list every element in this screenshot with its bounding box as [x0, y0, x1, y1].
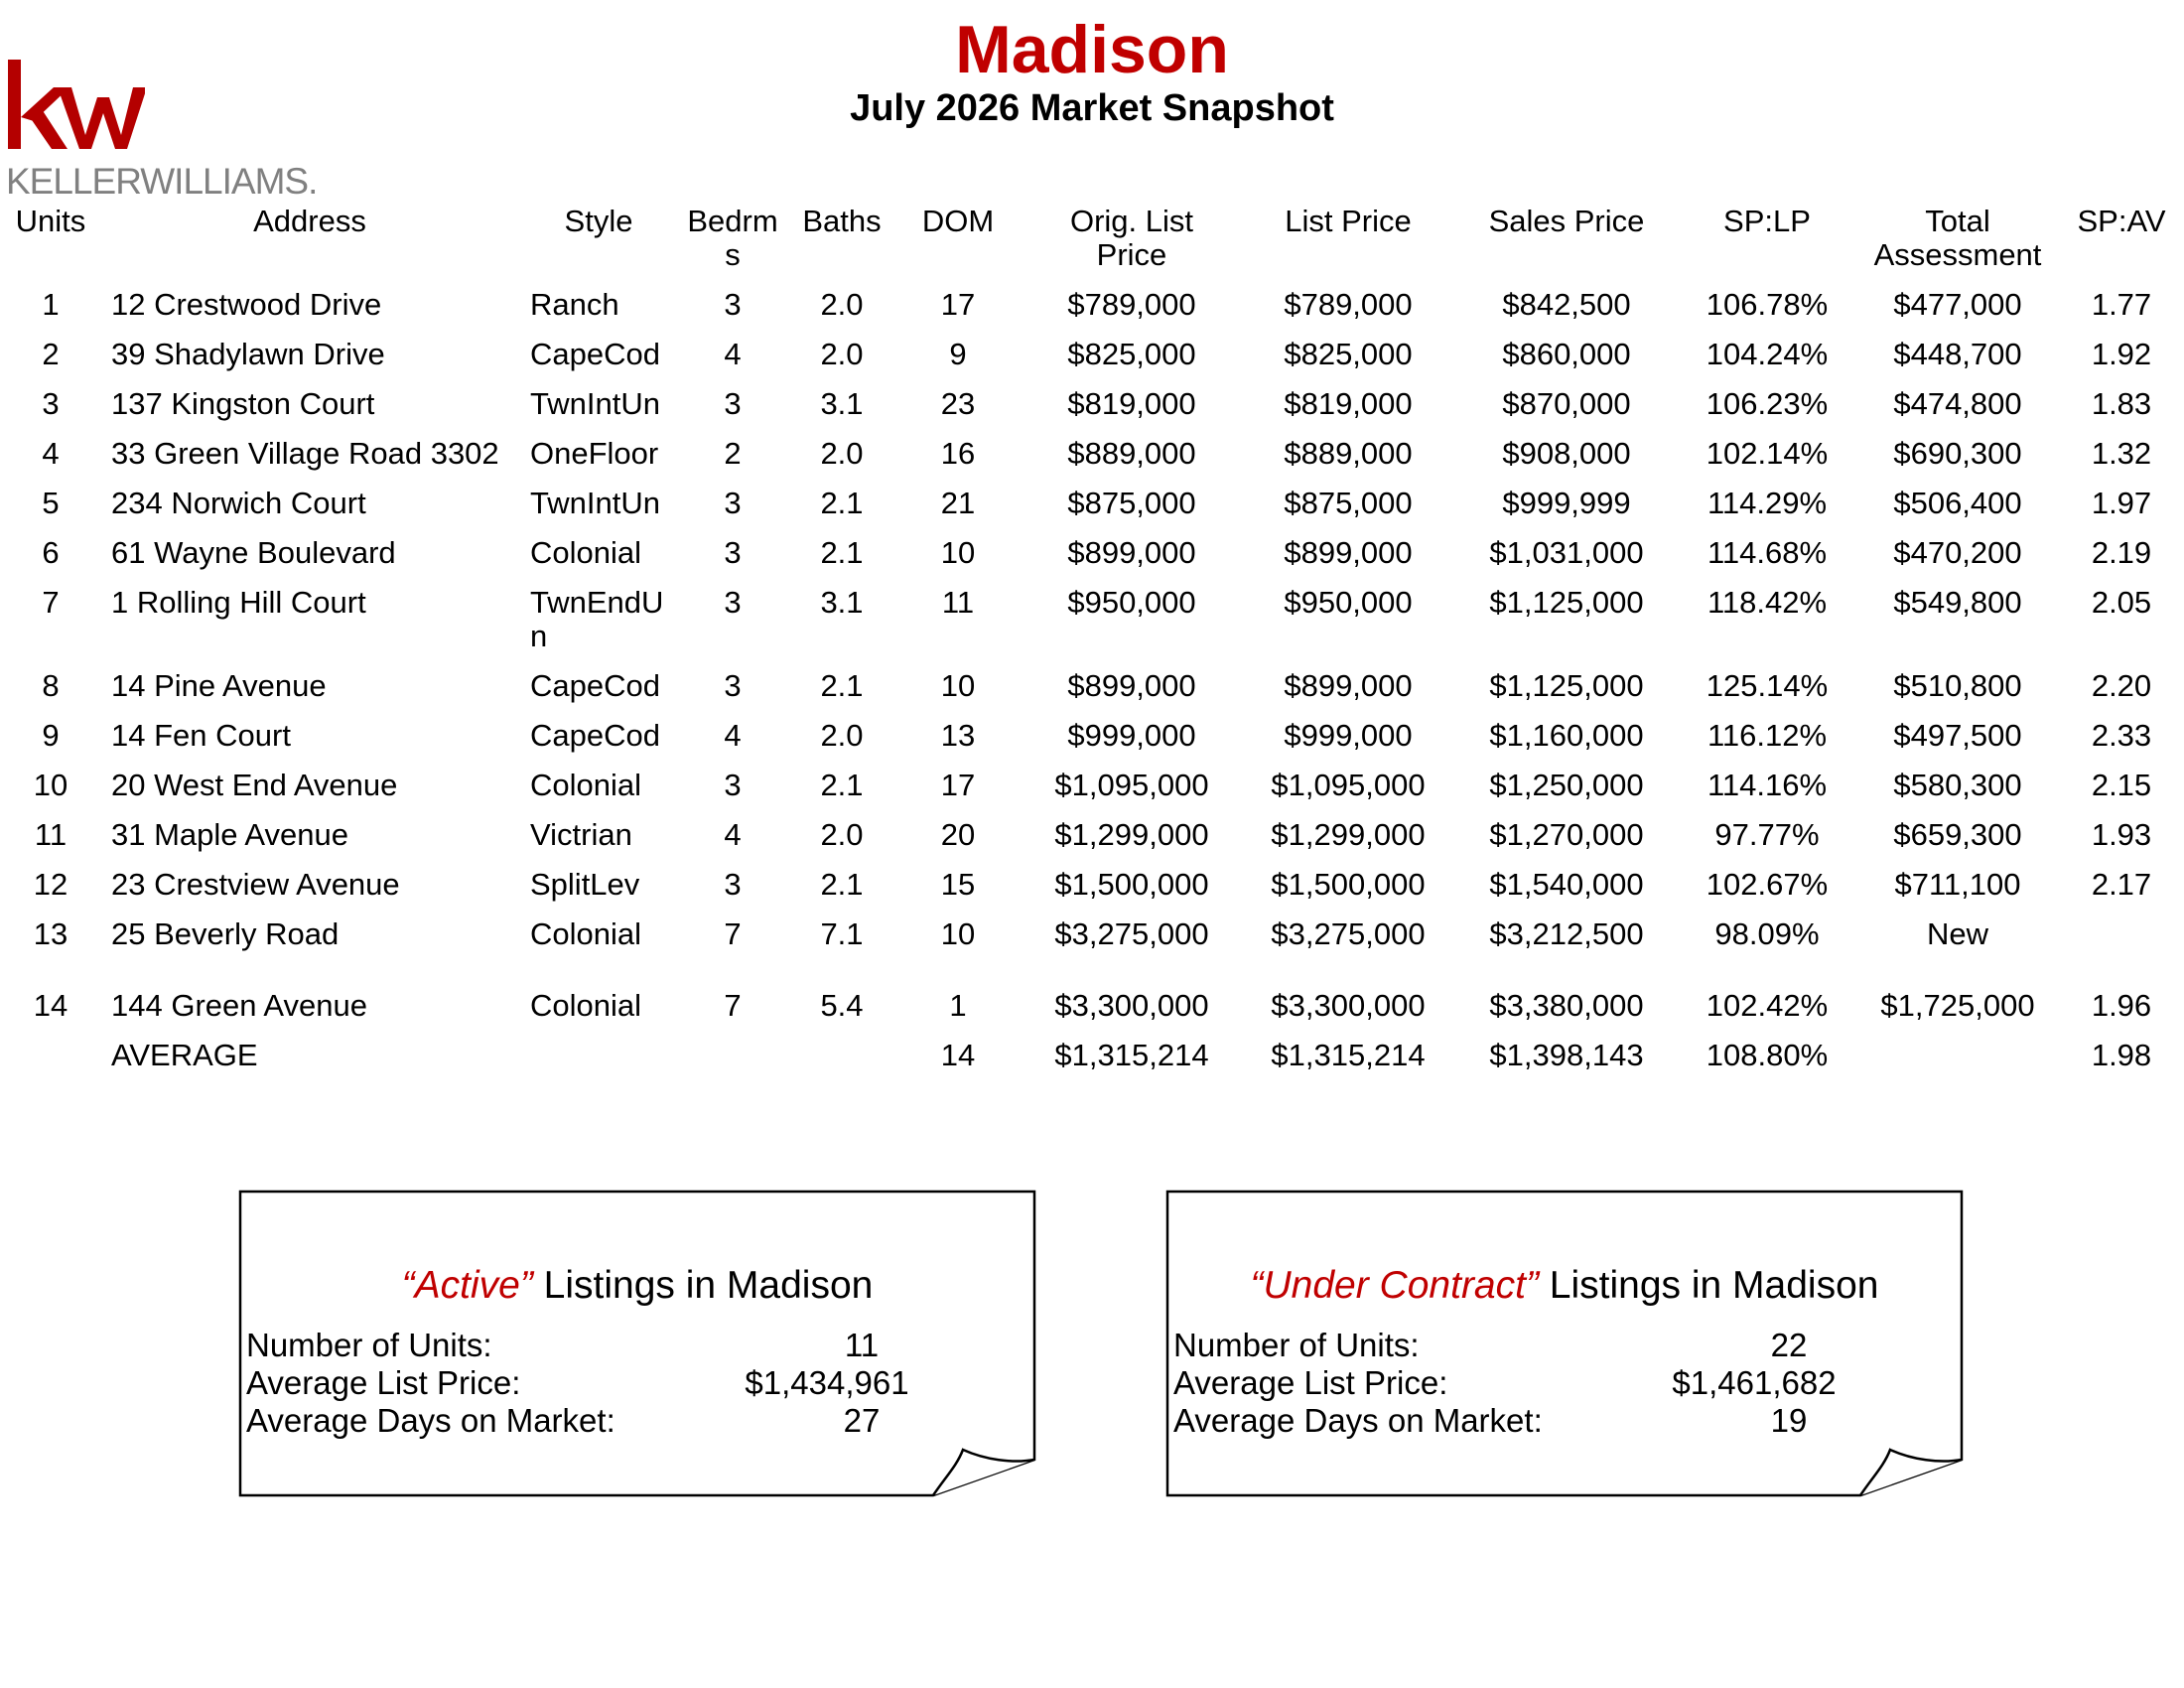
- cell-baths: 2.0: [820, 817, 864, 852]
- table-header-row: [0, 204, 2184, 272]
- cell-list-price: $999,000: [1284, 718, 1413, 753]
- under-contract-dom-label: Average Days on Market:: [1173, 1402, 1543, 1439]
- cell-list-price: $889,000: [1284, 436, 1413, 471]
- active-units-label: Number of Units:: [246, 1327, 492, 1363]
- under-contract-units-value: 22: [1770, 1327, 1808, 1363]
- cell-units: 13: [33, 916, 68, 951]
- average-sales-price: $1,398,143: [1489, 1038, 1644, 1072]
- cell-dom: 15: [940, 867, 976, 902]
- cell-total-assessment: $474,800: [1893, 386, 2022, 421]
- cell-sp-av: 1.77: [2091, 287, 2152, 322]
- header-orig-list-price: Orig. List Price: [1069, 204, 1194, 272]
- cell-list-price: $3,300,000: [1271, 988, 1426, 1023]
- cell-orig-list-price: $899,000: [1067, 668, 1196, 703]
- cell-sales-price: $1,031,000: [1489, 535, 1644, 570]
- cell-sales-price: $842,500: [1502, 287, 1631, 322]
- cell-orig-list-price: $950,000: [1067, 585, 1196, 620]
- cell-baths: 2.1: [820, 535, 864, 570]
- cell-units: 3: [42, 386, 60, 421]
- cell-baths: 2.0: [820, 436, 864, 471]
- cell-dom: 23: [940, 386, 976, 421]
- cell-units: 12: [33, 867, 68, 902]
- cell-orig-list-price: $825,000: [1067, 337, 1196, 371]
- cell-style: CapeCod: [530, 718, 660, 753]
- table-row: [0, 487, 2184, 536]
- cell-orig-list-price: $1,095,000: [1054, 768, 1209, 802]
- table-row: [0, 437, 2184, 487]
- table-row: [0, 585, 2184, 653]
- cell-list-price: $3,275,000: [1271, 916, 1426, 951]
- cell-bedrooms: 3: [724, 668, 742, 703]
- under-contract-price-value: $1,461,682: [1672, 1364, 1837, 1401]
- header-style: Style: [564, 204, 633, 238]
- cell-dom: 10: [940, 916, 976, 951]
- cell-address: 144 Green Avenue: [111, 988, 367, 1023]
- active-box-title: “Active” Listings in Madison: [401, 1264, 874, 1307]
- cell-baths: 2.1: [820, 867, 864, 902]
- cell-sp-lp: 97.77%: [1714, 817, 1820, 852]
- cell-list-price: $789,000: [1284, 287, 1413, 322]
- header-dom: DOM: [921, 204, 995, 238]
- cell-dom: 1: [949, 988, 967, 1023]
- cell-units: 2: [42, 337, 60, 371]
- cell-sp-av: 2.05: [2091, 585, 2152, 620]
- cell-style: TwnEndUn: [530, 585, 664, 653]
- cell-address: 25 Beverly Road: [111, 916, 340, 951]
- cell-bedrooms: 3: [724, 768, 742, 802]
- cell-style: SplitLev: [530, 867, 640, 902]
- cell-bedrooms: 3: [724, 585, 742, 620]
- cell-list-price: $825,000: [1284, 337, 1413, 371]
- page-subtitle: July 2026 Market Snapshot: [850, 87, 1334, 129]
- cell-total-assessment: $1,725,000: [1880, 988, 2035, 1023]
- cell-total-assessment: $690,300: [1893, 436, 2022, 471]
- cell-sp-lp: 104.24%: [1706, 337, 1829, 371]
- cell-address: 234 Norwich Court: [111, 486, 366, 520]
- cell-sales-price: $3,380,000: [1489, 988, 1644, 1023]
- logo-wordmark: KELLERWILLIAMS.: [6, 161, 318, 202]
- cell-sp-av: 2.17: [2091, 867, 2152, 902]
- active-dom-label: Average Days on Market:: [246, 1402, 615, 1439]
- cell-address: 31 Maple Avenue: [111, 817, 349, 852]
- cell-baths: 3.1: [820, 585, 864, 620]
- table-row: [0, 338, 2184, 387]
- cell-sp-av: 1.32: [2091, 436, 2152, 471]
- cell-units: 14: [33, 988, 68, 1023]
- table-row: [0, 769, 2184, 818]
- cell-sales-price: $870,000: [1502, 386, 1631, 421]
- cell-style: TwnIntUn: [530, 486, 660, 520]
- cell-style: Ranch: [530, 287, 619, 322]
- cell-units: 5: [42, 486, 60, 520]
- cell-sales-price: $908,000: [1502, 436, 1631, 471]
- header-units: Units: [15, 204, 86, 238]
- cell-dom: 13: [940, 718, 976, 753]
- cell-bedrooms: 3: [724, 486, 742, 520]
- cell-dom: 10: [940, 535, 976, 570]
- cell-sp-lp: 125.14%: [1706, 668, 1829, 703]
- cell-bedrooms: 3: [724, 535, 742, 570]
- cell-sp-av: 1.92: [2091, 337, 2152, 371]
- active-units-value: 11: [844, 1327, 880, 1363]
- cell-style: CapeCod: [530, 668, 660, 703]
- cell-sp-lp: 102.67%: [1706, 867, 1829, 902]
- cell-address: 33 Green Village Road 3302: [111, 436, 499, 471]
- cell-sp-av: 2.20: [2091, 668, 2152, 703]
- cell-style: TwnIntUn: [530, 386, 660, 421]
- header-list-price: List Price: [1285, 204, 1412, 238]
- cell-baths: 7.1: [820, 916, 864, 951]
- cell-bedrooms: 4: [724, 337, 742, 371]
- cell-sp-lp: 114.29%: [1706, 486, 1828, 520]
- cell-baths: 2.0: [820, 337, 864, 371]
- cell-style: Victrian: [530, 817, 632, 852]
- table-row: [0, 288, 2184, 338]
- cell-units: 10: [33, 768, 68, 802]
- cell-sp-av: 1.96: [2091, 988, 2152, 1023]
- cell-list-price: $950,000: [1284, 585, 1413, 620]
- average-dom: 14: [940, 1038, 976, 1072]
- cell-sp-lp: 106.78%: [1706, 287, 1829, 322]
- cell-orig-list-price: $819,000: [1067, 386, 1196, 421]
- cell-bedrooms: 3: [724, 867, 742, 902]
- cell-style: OneFloor: [530, 436, 659, 471]
- cell-sp-lp: 114.16%: [1706, 768, 1828, 802]
- cell-units: 4: [42, 436, 60, 471]
- cell-sales-price: $1,125,000: [1489, 668, 1644, 703]
- table-row: [0, 989, 2184, 1039]
- cell-total-assessment: $510,800: [1893, 668, 2022, 703]
- average-row: [0, 1039, 2184, 1088]
- average-orig-list-price: $1,315,214: [1054, 1038, 1209, 1072]
- cell-sp-av: 1.93: [2091, 817, 2152, 852]
- cell-sp-av: 2.19: [2091, 535, 2152, 570]
- cell-sales-price: $999,999: [1502, 486, 1631, 520]
- cell-address: 12 Crestwood Drive: [111, 287, 382, 322]
- cell-address: 137 Kingston Court: [111, 386, 375, 421]
- header-bedrooms: Bedrms: [687, 204, 778, 272]
- cell-sales-price: $1,160,000: [1489, 718, 1644, 753]
- cell-bedrooms: 7: [724, 988, 742, 1023]
- cell-total-assessment: $580,300: [1893, 768, 2022, 802]
- under-contract-price-label: Average List Price:: [1173, 1364, 1448, 1401]
- header-baths: Baths: [802, 204, 882, 238]
- cell-dom: 10: [940, 668, 976, 703]
- cell-style: CapeCod: [530, 337, 660, 371]
- cell-bedrooms: 7: [724, 916, 742, 951]
- cell-baths: 3.1: [820, 386, 864, 421]
- average-sp-av: 1.98: [2091, 1038, 2152, 1072]
- cell-units: 9: [42, 718, 60, 753]
- cell-address: 14 Fen Court: [111, 718, 291, 753]
- cell-address: 61 Wayne Boulevard: [111, 535, 396, 570]
- cell-list-price: $899,000: [1284, 535, 1413, 570]
- cell-orig-list-price: $899,000: [1067, 535, 1196, 570]
- average-sp-lp: 108.80%: [1706, 1038, 1829, 1072]
- cell-dom: 9: [949, 337, 967, 371]
- under-contract-dom-value: 19: [1770, 1402, 1808, 1439]
- header-sales-price: Sales Price: [1488, 204, 1645, 238]
- cell-units: 11: [34, 817, 68, 852]
- page-title: Madison: [955, 12, 1229, 87]
- cell-total-assessment: $711,100: [1894, 867, 2021, 902]
- cell-units: 7: [42, 585, 60, 620]
- active-dom-value: 27: [843, 1402, 881, 1439]
- cell-sales-price: $1,540,000: [1489, 867, 1644, 902]
- header-sp-av: SP:AV: [2077, 204, 2166, 238]
- header-total-assessment: Total Assessment: [1873, 204, 2042, 272]
- table-row: [0, 719, 2184, 769]
- cell-units: 8: [42, 668, 60, 703]
- cell-orig-list-price: $789,000: [1067, 287, 1196, 322]
- cell-dom: 17: [940, 287, 976, 322]
- cell-dom: 20: [940, 817, 976, 852]
- cell-sales-price: $1,250,000: [1489, 768, 1644, 802]
- cell-dom: 16: [940, 436, 976, 471]
- cell-sp-lp: 118.42%: [1706, 585, 1828, 620]
- cell-address: 14 Pine Avenue: [111, 668, 327, 703]
- cell-baths: 2.1: [820, 668, 864, 703]
- cell-bedrooms: 4: [724, 817, 742, 852]
- cell-orig-list-price: $3,300,000: [1054, 988, 1209, 1023]
- cell-list-price: $875,000: [1284, 486, 1413, 520]
- cell-dom: 17: [940, 768, 976, 802]
- header-address: Address: [253, 204, 366, 238]
- cell-total-assessment: $477,000: [1893, 287, 2022, 322]
- cell-sales-price: $3,212,500: [1489, 916, 1644, 951]
- cell-sp-lp: 102.42%: [1706, 988, 1829, 1023]
- table-row: [0, 387, 2184, 437]
- cell-orig-list-price: $889,000: [1067, 436, 1196, 471]
- cell-units: 6: [42, 535, 60, 570]
- cell-style: Colonial: [530, 916, 642, 951]
- cell-address: 20 West End Avenue: [111, 768, 398, 802]
- cell-orig-list-price: $999,000: [1067, 718, 1196, 753]
- cell-sp-lp: 114.68%: [1706, 535, 1828, 570]
- active-price-value: $1,434,961: [745, 1364, 909, 1401]
- table-row: [0, 868, 2184, 917]
- cell-sp-lp: 98.09%: [1714, 916, 1820, 951]
- cell-orig-list-price: $1,299,000: [1054, 817, 1209, 852]
- average-list-price: $1,315,214: [1271, 1038, 1426, 1072]
- under-contract-units-label: Number of Units:: [1173, 1327, 1420, 1363]
- cell-total-assessment: $497,500: [1893, 718, 2022, 753]
- under-contract-listings-box: [1165, 1190, 1964, 1497]
- cell-bedrooms: 2: [724, 436, 742, 471]
- table-row: [0, 536, 2184, 586]
- cell-bedrooms: 4: [724, 718, 742, 753]
- cell-sales-price: $1,125,000: [1489, 585, 1644, 620]
- cell-orig-list-price: $1,500,000: [1054, 867, 1209, 902]
- cell-bedrooms: 3: [724, 287, 742, 322]
- cell-units: 1: [42, 287, 60, 322]
- cell-list-price: $899,000: [1284, 668, 1413, 703]
- cell-sp-av: 2.15: [2091, 768, 2152, 802]
- cell-baths: 2.0: [820, 287, 864, 322]
- cell-dom: 11: [941, 585, 975, 620]
- table-row: [0, 818, 2184, 868]
- active-listings-box: [238, 1190, 1036, 1497]
- cell-sales-price: $1,270,000: [1489, 817, 1644, 852]
- table-row: [0, 917, 2184, 967]
- cell-sp-av: 2.33: [2091, 718, 2152, 753]
- cell-total-assessment: New: [1926, 916, 1988, 951]
- under-contract-box-title: “Under Contract” Listings in Madison: [1250, 1264, 1879, 1307]
- cell-list-price: $819,000: [1284, 386, 1413, 421]
- cell-total-assessment: $506,400: [1893, 486, 2022, 520]
- cell-style: Colonial: [530, 988, 642, 1023]
- cell-sp-lp: 106.23%: [1706, 386, 1829, 421]
- cell-baths: 2.1: [820, 768, 864, 802]
- active-price-label: Average List Price:: [246, 1364, 521, 1401]
- cell-address: 1 Rolling Hill Court: [111, 585, 366, 620]
- cell-sp-lp: 116.12%: [1706, 718, 1828, 753]
- cell-sp-av: 1.97: [2091, 486, 2152, 520]
- cell-total-assessment: $470,200: [1893, 535, 2022, 570]
- cell-baths: 5.4: [820, 988, 864, 1023]
- cell-style: Colonial: [530, 535, 642, 570]
- cell-list-price: $1,500,000: [1271, 867, 1426, 902]
- cell-baths: 2.0: [820, 718, 864, 753]
- cell-dom: 21: [940, 486, 976, 520]
- cell-total-assessment: $448,700: [1893, 337, 2022, 371]
- header-sp-lp: SP:LP: [1723, 204, 1811, 238]
- cell-sp-lp: 102.14%: [1706, 436, 1829, 471]
- cell-orig-list-price: $875,000: [1067, 486, 1196, 520]
- table-row: [0, 669, 2184, 719]
- cell-bedrooms: 3: [724, 386, 742, 421]
- cell-total-assessment: $659,300: [1893, 817, 2022, 852]
- cell-total-assessment: $549,800: [1893, 585, 2022, 620]
- cell-address: 39 Shadylawn Drive: [111, 337, 385, 371]
- cell-list-price: $1,095,000: [1271, 768, 1426, 802]
- cell-sales-price: $860,000: [1502, 337, 1631, 371]
- cell-sp-av: 1.83: [2091, 386, 2152, 421]
- average-label: AVERAGE: [111, 1038, 258, 1072]
- cell-orig-list-price: $3,275,000: [1054, 916, 1209, 951]
- cell-style: Colonial: [530, 768, 642, 802]
- cell-address: 23 Crestview Avenue: [111, 867, 400, 902]
- cell-list-price: $1,299,000: [1271, 817, 1426, 852]
- cell-baths: 2.1: [820, 486, 864, 520]
